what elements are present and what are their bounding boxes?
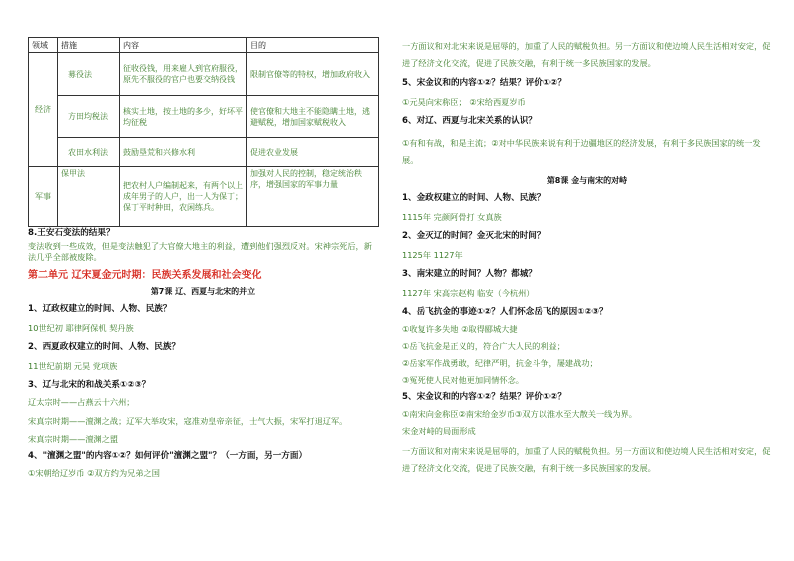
category-military: 军事 [29,167,58,227]
question-5: 5、宋金议和的内容①②？结果？评价①②？ [402,78,566,88]
question-4: 4、"澶渊之盟"的内容①②？如何评价"澶渊之盟"？（一方面，另一方面） [28,451,308,461]
right-column [402,38,772,477]
content-cell: 鼓励垦荒和兴修水利 [120,138,247,167]
answer-1: 10世纪初 耶律阿保机 契丹族 [28,323,134,333]
question-5-treaty: 5、宋金议和的内容①②？结果？评价①②？ [402,392,566,402]
question-2: 2、西夏政权建立的时间、人物、民族？ [28,342,181,352]
category-economy: 经济 [29,53,58,167]
answer-4-part2: ①岳飞抗金是正义的，符合广大人民的利益； [402,341,565,351]
header-purpose: 目的 [247,38,379,53]
question-8: 8.王安石变法的结果？ [28,228,115,238]
purpose-cell: 促进农业发展 [247,138,379,167]
answer-5-part1: ①南宋向金称臣②南宋给金岁币③双方以淮水至大散关一线为界。 [402,409,637,419]
answer-1: 1115年 完颜阿骨打 女真族 [402,212,502,222]
question-1: 1、辽政权建立的时间、人物、民族？ [28,304,172,314]
table-row [29,167,379,227]
lesson-7-title: 第7课 辽、西夏与北宋的并立 [150,287,256,296]
measure-cell: 方田均税法 [58,96,120,138]
table-header-row [29,38,379,53]
content-cell: 核实土地，按土地的多少，好坏平均征税 [120,96,247,138]
answer-5-part3: 一方面议和对南宋来说是屈辱的，加重了人民的赋税负担。另一方面议和使边境人民生活相对安定，促进了经济文化交流，促进了民族交融，有利于统一多民族国家的发展。 [402,446,771,473]
answer-3-part2: 宋真宗时期——澶渊之战；辽军大举攻宋，寇准劝皇帝亲征，士气大振，宋军打退辽军。 [28,416,348,426]
lesson-8-title: 第8课 金与南宋的对峙 [546,176,628,185]
measure-cell: 农田水利法 [58,138,120,167]
content-cell: 征收役钱，用来雇人到官府服役，原先不服役的官户也要交纳役钱 [120,53,247,96]
header-content: 内容 [120,38,247,53]
table-row [29,53,379,96]
purpose-cell: 限制官僚等的特权，增加政府收入 [247,53,379,96]
left-column [28,37,378,479]
answer-5-part2: 宋金对峙的局面形成 [402,426,476,436]
answer-4-part1: ①宋朝给辽岁币 ②双方约为兄弟之国 [28,468,160,478]
purpose-cell: 使官僚和大地主不能隐瞒土地，逃避赋税，增加国家赋税收入 [247,96,379,138]
paragraph-evaluation: 一方面议和对北宋来说是屈辱的，加重了人民的赋税负担。另一方面议和使边境人民生活相对安定，促进了经济文化交流，促进了民族交融，有利于统一多民族国家的发展。 [402,41,771,68]
question-3: 3、南宋建立的时间？人物？都城？ [402,269,537,279]
question-2: 2、金灭辽的时间？金灭北宋的时间？ [402,231,546,241]
answer-4-part4: ③冤死使人民对他更加同情怀念。 [402,375,524,385]
header-field: 领域 [29,38,58,53]
content-cell: 把农村人户编制起来，有两个以上成年男子的人户，出一人为保丁；保丁平时种田，农闲练兵。 [120,167,247,227]
question-4: 4、岳飞抗金的事迹①②？人们怀念岳飞的原因①②③？ [402,307,608,317]
header-measure: 措施 [58,38,120,53]
answer-8: 变法收到一些成效，但是变法触犯了大官僚大地主的利益，遭到他们强烈反对。宋神宗死后，新法几乎全部被废除。 [28,241,372,262]
answer-6: ①有和有战，和是主流；②对中华民族来说有利于边疆地区的经济发展，有利于多民族国家的统一发展。 [402,138,761,165]
answer-4-part1: ①收复许多失地 ②取得郾城大捷 [402,324,518,334]
table-row [29,138,379,167]
answer-3: 1127年 宋高宗赵构 临安（今杭州） [402,288,535,298]
answer-5: ①元昊向宋称臣； ②宋给西夏岁币 [402,97,526,107]
answer-4-part3: ②岳家军作战勇敢，纪律严明，抗金斗争，屡建战功； [402,358,598,368]
measure-cell: 保甲法 [58,167,120,227]
reform-table [28,37,379,227]
purpose-cell: 加强对人民的控制，稳定统治秩序，增强国家的军事力量 [247,167,379,227]
answer-2: 11世纪前期 元昊 党项族 [28,361,118,371]
question-3: 3、辽与北宋的和战关系①②③？ [28,380,151,390]
table-row [29,96,379,138]
answer-2: 1125年 1127年 [402,250,463,260]
question-1: 1、金政权建立的时间、人物、民族？ [402,193,546,203]
answer-3-part1: 辽太宗时——占燕云十六州； [28,397,135,407]
measure-cell: 募役法 [58,53,120,96]
question-6: 6、对辽、西夏与北宋关系的认识？ [402,116,537,126]
unit-title: 第二单元 辽宋夏金元时期：民族关系发展和社会变化 [28,270,262,281]
answer-3-part3: 宋真宗时期——澶渊之盟 [28,434,119,444]
